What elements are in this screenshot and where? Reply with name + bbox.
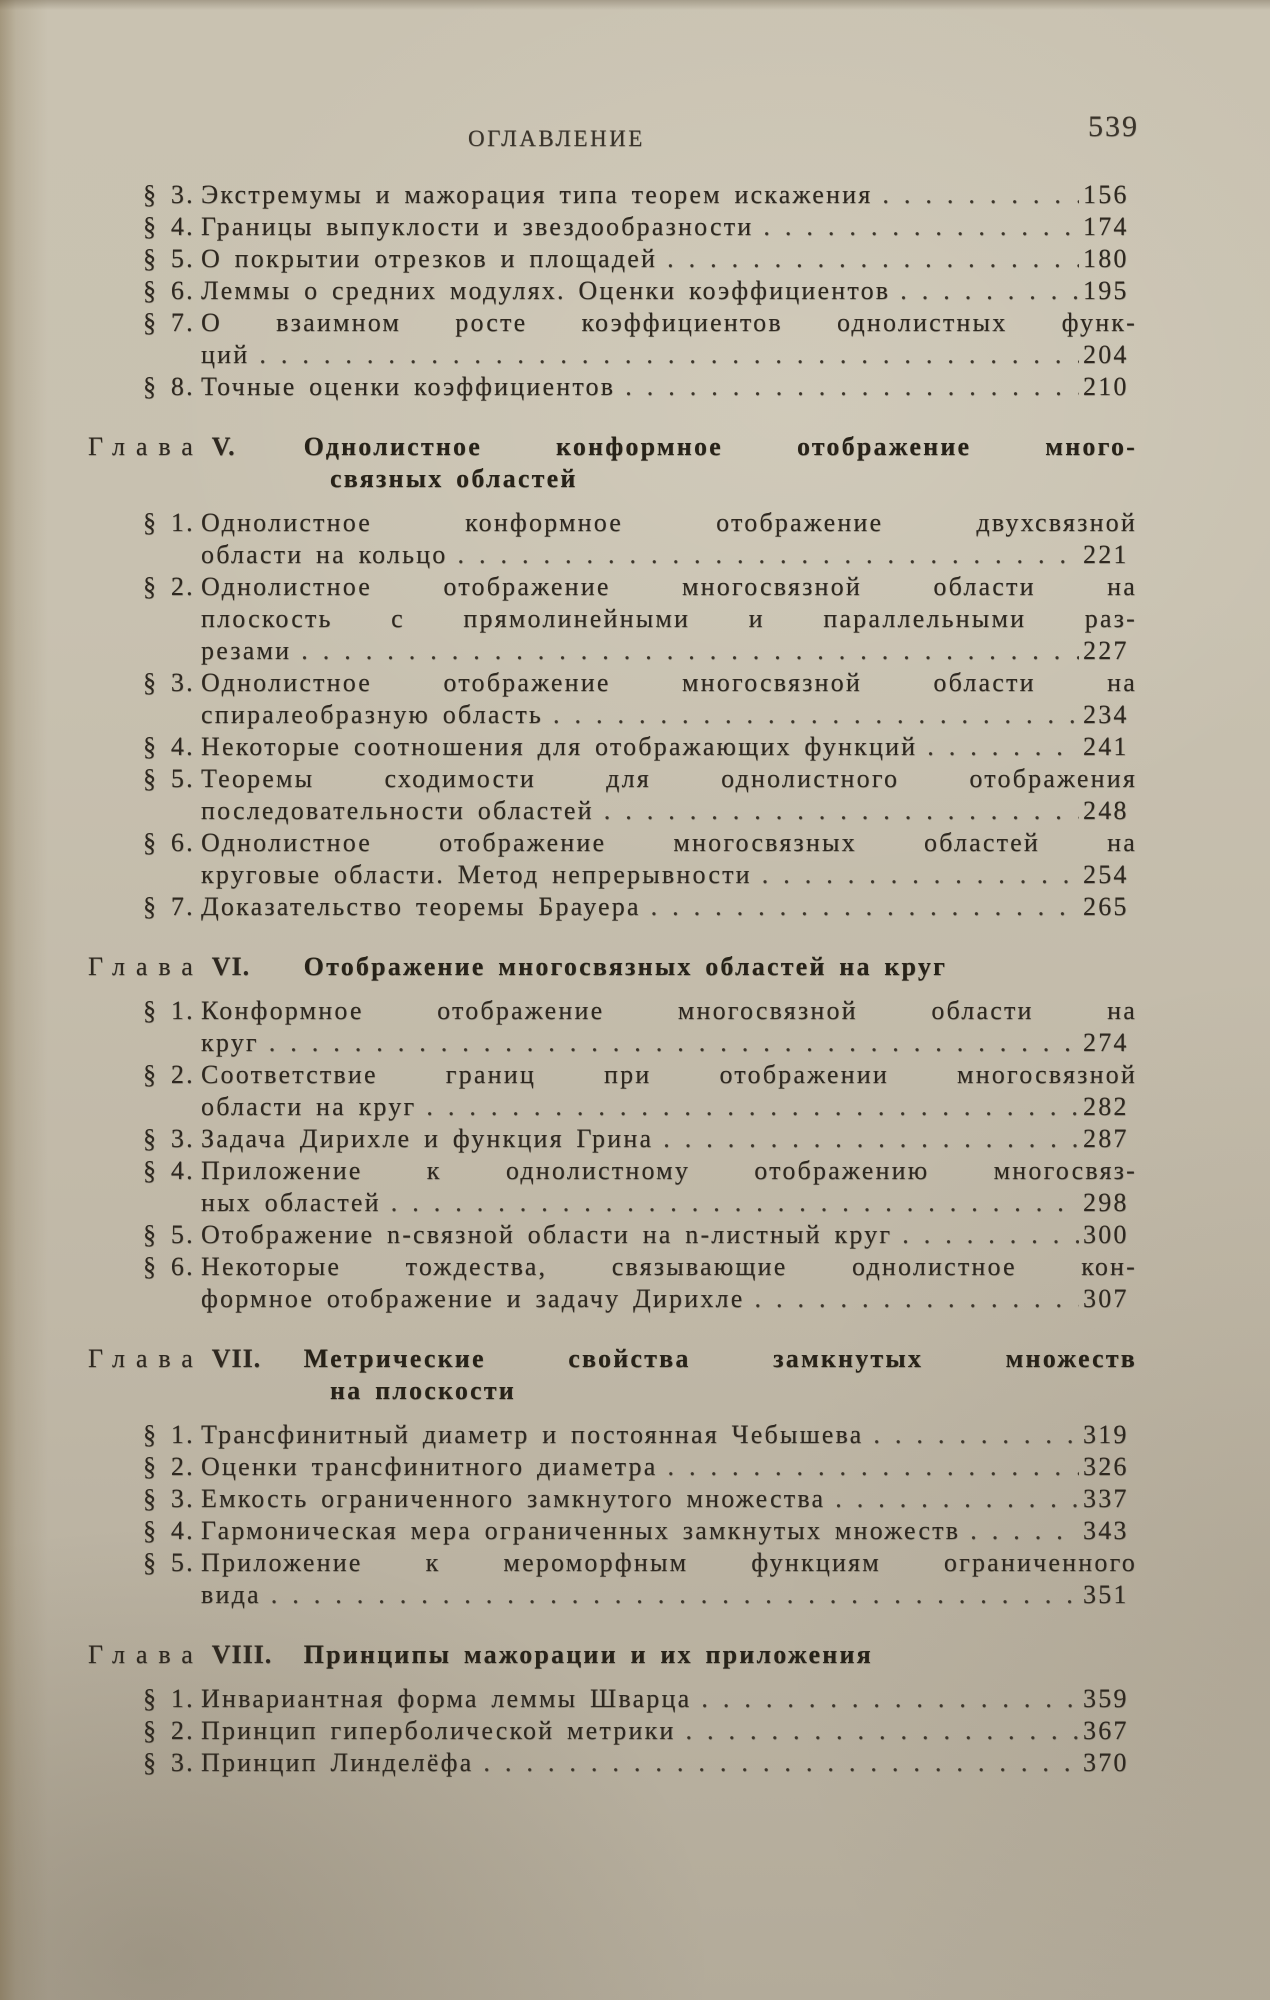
entry-last-line	[201, 1219, 1137, 1251]
dot-leader	[259, 339, 1079, 371]
entry-number: § 5.	[143, 1548, 195, 1577]
entry-page-number: 300	[1083, 1220, 1129, 1249]
entry-text-line: Теоремы сходимости для однолистного отображения	[201, 764, 1137, 793]
entry-number: § 3.	[143, 180, 195, 209]
entry-last-line	[201, 1091, 1137, 1123]
entry-text: Экстремумы и мажорация типа теорем искажения	[201, 180, 873, 209]
chapter-numeral: VI.	[211, 952, 251, 981]
entry-page-number: 282	[1083, 1092, 1129, 1121]
toc-entry	[143, 211, 1137, 243]
entry-text: Емкость ограниченного замкнутого множества	[201, 1484, 826, 1513]
toc-entry	[143, 763, 1137, 827]
entry-number: § 4.	[143, 732, 195, 761]
entry-page-number: 254	[1083, 860, 1129, 889]
entry-body	[201, 179, 1137, 211]
entry-text-line: Соответствие границ при отображении многосвязной	[201, 1060, 1137, 1089]
entry-number: § 3.	[143, 1124, 195, 1153]
dot-leader	[271, 1579, 1079, 1611]
entry-body	[201, 1515, 1137, 1547]
entry-body	[201, 1251, 1137, 1315]
toc-entry	[143, 307, 1137, 371]
entry-last-line	[201, 539, 1137, 571]
entry-body	[201, 507, 1137, 571]
chapter-numeral: V.	[211, 432, 236, 461]
entry-page-number: 204	[1083, 340, 1129, 369]
entry-last-line	[201, 1451, 1137, 1483]
entry-text: круговые области. Метод непрерывности	[201, 860, 752, 889]
toc-entry	[143, 827, 1137, 891]
entry-body	[201, 667, 1137, 731]
entry-body	[201, 1059, 1137, 1123]
entry-last-line	[201, 795, 1137, 827]
toc	[0, 179, 1270, 1779]
dot-leader	[391, 1187, 1079, 1219]
chapter-numeral: VIII.	[211, 1640, 273, 1669]
toc-entry	[143, 1419, 1137, 1451]
entry-text: резами	[201, 636, 292, 665]
toc-entry	[143, 995, 1137, 1059]
entry-body	[201, 1715, 1137, 1747]
entry-number: § 1.	[143, 1684, 195, 1713]
entry-text: области на кольцо	[201, 540, 448, 569]
dot-leader	[483, 1747, 1079, 1779]
chapter-label: Глава	[88, 1640, 204, 1669]
entry-text: Гармоническая мера ограниченных замкнутых множеств	[201, 1516, 961, 1545]
entry-number: § 5.	[143, 244, 195, 273]
dot-leader	[457, 539, 1079, 571]
dot-leader	[882, 179, 1079, 211]
entry-text: последовательности областей	[201, 796, 594, 825]
entry-body	[201, 371, 1137, 403]
entry-last-line	[201, 1123, 1137, 1155]
dot-leader	[873, 1419, 1079, 1451]
entry-number: § 1.	[143, 1420, 195, 1449]
chapter-title-line: на плоскости	[330, 1376, 516, 1405]
toc-entry	[143, 1683, 1137, 1715]
dot-leader	[927, 731, 1079, 763]
entry-page-number: 337	[1083, 1484, 1129, 1513]
entry-last-line	[201, 1283, 1137, 1315]
entry-body	[201, 1451, 1137, 1483]
dot-leader	[667, 1451, 1079, 1483]
entry-body	[201, 1123, 1137, 1155]
toc-entry	[143, 275, 1137, 307]
entry-last-line	[201, 731, 1137, 763]
entry-number: § 4.	[143, 1516, 195, 1545]
entry-text: Принцип Линделёфа	[201, 1748, 474, 1777]
entry-last-line	[201, 1715, 1137, 1747]
toc-entry	[143, 507, 1137, 571]
toc-entry	[143, 1251, 1137, 1315]
chapter-title-line: Метрические свойства замкнутых множеств	[303, 1344, 1137, 1373]
entry-number: § 4.	[143, 212, 195, 241]
entry-number: § 1.	[143, 996, 195, 1025]
entry-body	[201, 1547, 1137, 1611]
entry-body	[201, 571, 1137, 667]
entry-number: § 3.	[143, 1748, 195, 1777]
entry-body	[201, 1483, 1137, 1515]
chapter-numeral: VII.	[211, 1344, 262, 1373]
entry-number: § 3.	[143, 668, 195, 697]
entry-text: Задача Дирихле и функция Грина	[201, 1124, 654, 1153]
entry-text-line: Некоторые тождества, связывающие однолистное кон-	[201, 1252, 1137, 1281]
dot-leader	[902, 1219, 1079, 1251]
entry-text-line: Конформное отображение многосвязной области на	[201, 996, 1137, 1025]
entry-last-line	[201, 1483, 1137, 1515]
chapter-heading-line	[88, 1343, 1137, 1375]
entry-text: Оценки трансфинитного диаметра	[201, 1452, 658, 1481]
entry-number: § 5.	[143, 1220, 195, 1249]
entry-body	[201, 995, 1137, 1059]
toc-entry	[143, 1515, 1137, 1547]
toc-entry	[143, 179, 1137, 211]
entry-text: области на круг	[201, 1092, 417, 1121]
entry-text: Принцип гиперболической метрики	[201, 1716, 676, 1745]
dot-leader	[762, 859, 1079, 891]
entry-page-number: 298	[1083, 1188, 1129, 1217]
entry-last-line	[201, 1027, 1137, 1059]
entry-text: Инвариантная форма леммы Шварца	[201, 1684, 692, 1713]
entry-last-line	[201, 179, 1137, 211]
chapter-heading-line	[88, 431, 1137, 463]
toc-entry	[143, 1123, 1137, 1155]
entry-page-number: 351	[1083, 1580, 1129, 1609]
entry-text-line: Однолистное конформное отображение двухсвязной	[201, 508, 1137, 537]
entry-page-number: 307	[1083, 1284, 1129, 1313]
entry-text-line: О взаимном росте коэффициентов однолистных функ-	[201, 308, 1137, 337]
entry-number: § 5.	[143, 764, 195, 793]
dot-leader	[835, 1483, 1079, 1515]
entry-page-number: 370	[1083, 1748, 1129, 1777]
entry-last-line	[201, 1515, 1137, 1547]
chapter-heading	[88, 1639, 1137, 1671]
dot-leader	[625, 371, 1079, 403]
entry-last-line	[201, 1419, 1137, 1451]
entry-text-line: Приложение к мероморфным функциям ограниченного	[201, 1548, 1137, 1577]
entry-number: § 8.	[143, 372, 195, 401]
chapter-heading	[88, 431, 1137, 495]
chapter-heading	[88, 1343, 1137, 1407]
entry-number: § 1.	[143, 508, 195, 537]
entry-text: Отображение n-связной области на n-листный круг	[201, 1220, 893, 1249]
entry-text-line: Приложение к однолистному отображению многосвяз-	[201, 1156, 1137, 1185]
entry-page-number: 248	[1083, 796, 1129, 825]
toc-entry	[143, 1747, 1137, 1779]
entry-text: Доказательство теоремы Брауера	[201, 892, 641, 921]
entry-page-number: 326	[1083, 1452, 1129, 1481]
entry-body	[201, 1683, 1137, 1715]
chapter-label: Глава	[88, 432, 204, 461]
entry-last-line	[201, 1579, 1137, 1611]
entry-number: § 7.	[143, 892, 195, 921]
toc-entry	[143, 1451, 1137, 1483]
entry-body	[201, 827, 1137, 891]
dot-leader	[763, 211, 1079, 243]
entry-page-number: 174	[1083, 212, 1129, 241]
entry-last-line	[201, 339, 1137, 371]
entry-page-number: 265	[1083, 892, 1129, 921]
dot-leader	[651, 891, 1079, 923]
entry-last-line	[201, 371, 1137, 403]
entry-text: вида	[201, 1580, 261, 1609]
page-header: ОГЛАВЛЕНИЕ	[468, 126, 645, 151]
toc-entry	[143, 1483, 1137, 1515]
entry-body	[201, 731, 1137, 763]
entry-page-number: 234	[1083, 700, 1129, 729]
entry-text-line: плоскость с прямолинейными и параллельными раз-	[201, 604, 1137, 633]
entry-text: Трансфинитный диаметр и постоянная Чебышева	[201, 1420, 864, 1449]
entry-text: ций	[201, 340, 250, 369]
entry-last-line	[201, 275, 1137, 307]
entry-page-number: 210	[1083, 372, 1129, 401]
entry-page-number: 359	[1083, 1684, 1129, 1713]
entry-last-line	[201, 1683, 1137, 1715]
entry-page-number: 156	[1083, 180, 1129, 209]
entry-page-number: 195	[1083, 276, 1129, 305]
toc-entry	[143, 731, 1137, 763]
dot-leader	[663, 1123, 1079, 1155]
toc-entry	[143, 1059, 1137, 1123]
entry-body	[201, 243, 1137, 275]
entry-body	[201, 763, 1137, 827]
toc-entry	[143, 1715, 1137, 1747]
toc-entry	[143, 571, 1137, 667]
entry-text-line: Однолистное отображение многосвязной области на	[201, 668, 1137, 697]
entry-text-line: Однолистное отображение многосвязных областей на	[201, 828, 1137, 857]
entry-page-number: 367	[1083, 1716, 1129, 1745]
dot-leader	[426, 1091, 1079, 1123]
dot-leader	[553, 699, 1079, 731]
dot-leader	[701, 1683, 1079, 1715]
chapter-title-line: связных областей	[330, 464, 578, 493]
entry-page-number: 319	[1083, 1420, 1129, 1449]
entry-number: § 6.	[143, 1252, 195, 1281]
entry-last-line	[201, 859, 1137, 891]
entry-page-number: 274	[1083, 1028, 1129, 1057]
entry-number: § 4.	[143, 1156, 195, 1185]
entry-number: § 6.	[143, 828, 195, 857]
entry-last-line	[201, 1187, 1137, 1219]
entry-number: § 2.	[143, 1060, 195, 1089]
entry-number: § 6.	[143, 276, 195, 305]
entry-last-line	[201, 891, 1137, 923]
entry-page-number: 180	[1083, 244, 1129, 273]
dot-leader	[970, 1515, 1079, 1547]
entry-text: формное отображение и задачу Дирихле	[201, 1284, 745, 1313]
dot-leader	[301, 635, 1079, 667]
chapter-title-line: Принципы мажорации и их приложения	[303, 1640, 873, 1669]
dot-leader	[269, 1027, 1079, 1059]
entry-body	[201, 211, 1137, 243]
entry-number: § 2.	[143, 1452, 195, 1481]
entry-text: спиралеобразную область	[201, 700, 543, 729]
entry-text-line: Однолистное отображение многосвязной области на	[201, 572, 1137, 601]
toc-entry	[143, 1155, 1137, 1219]
toc-entry	[143, 371, 1137, 403]
entry-text: ных областей	[201, 1188, 381, 1217]
entry-page-number: 221	[1083, 540, 1129, 569]
entry-last-line	[201, 1747, 1137, 1779]
entry-page-number: 287	[1083, 1124, 1129, 1153]
entry-text: Точные оценки коэффициентов	[201, 372, 616, 401]
entry-body	[201, 1155, 1137, 1219]
dot-leader	[667, 243, 1079, 275]
entry-body	[201, 1419, 1137, 1451]
toc-entry	[143, 1547, 1137, 1611]
toc-entry	[143, 1219, 1137, 1251]
entry-text: круг	[201, 1028, 259, 1057]
entry-text: О покрытии отрезков и площадей	[201, 244, 658, 273]
entry-body	[201, 1219, 1137, 1251]
entry-body	[201, 891, 1137, 923]
chapter-title-line: Отображение многосвязных областей на круг	[303, 952, 948, 981]
chapter-label: Глава	[88, 952, 204, 981]
dot-leader	[900, 275, 1079, 307]
entry-last-line	[201, 243, 1137, 275]
entry-page-number: 227	[1083, 636, 1129, 665]
chapter-heading	[88, 951, 1137, 983]
entry-body	[201, 1747, 1137, 1779]
chapter-heading-line	[88, 951, 1137, 983]
entry-last-line	[201, 699, 1137, 731]
dot-leader	[754, 1283, 1079, 1315]
entry-text: Леммы о средних модулях. Оценки коэффициентов	[201, 276, 891, 305]
entry-last-line	[201, 635, 1137, 667]
toc-entry	[143, 243, 1137, 275]
toc-entry	[143, 891, 1137, 923]
page-number: 539	[1088, 110, 1139, 143]
dot-leader	[604, 795, 1079, 827]
entry-number: § 3.	[143, 1484, 195, 1513]
entry-number: § 2.	[143, 572, 195, 601]
entry-body	[201, 275, 1137, 307]
chapter-label: Глава	[88, 1344, 204, 1373]
entry-number: § 2.	[143, 1716, 195, 1745]
entry-page-number: 241	[1083, 732, 1129, 761]
dot-leader	[686, 1715, 1079, 1747]
entry-text: Границы выпуклости и звездообразности	[201, 212, 754, 241]
entry-body	[201, 307, 1137, 371]
entry-last-line	[201, 211, 1137, 243]
chapter-heading-line	[88, 1639, 1137, 1671]
entry-page-number: 343	[1083, 1516, 1129, 1545]
chapter-title-line: Однолистное конформное отображение много-	[303, 432, 1137, 461]
toc-entry	[143, 667, 1137, 731]
entry-text: Некоторые соотношения для отображающих функций	[201, 732, 918, 761]
entry-number: § 7.	[143, 308, 195, 337]
